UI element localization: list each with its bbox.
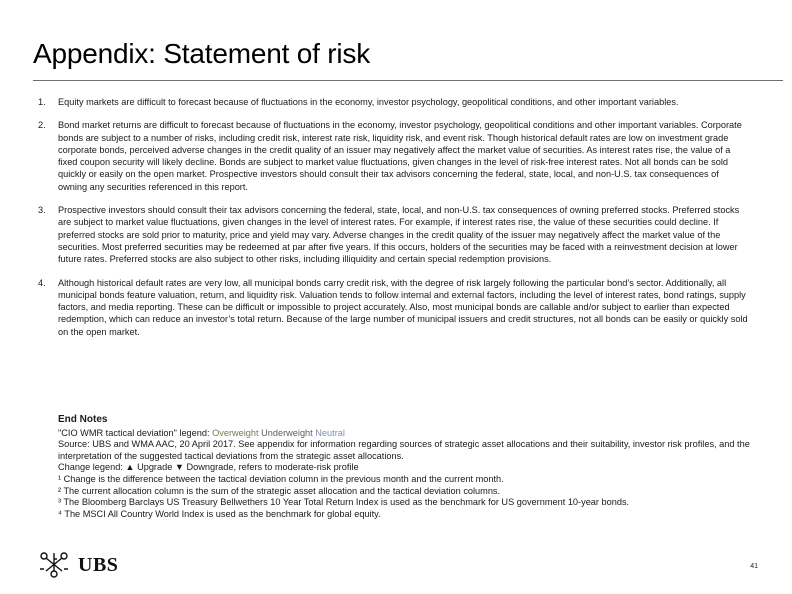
end-notes <box>58 414 758 520</box>
footnote: ³ The Bloomberg Barclays US Treasury Bellwethers 10 Year Total Return Index is used as the benchmark for US government 10-year bonds. <box>58 497 630 508</box>
legend-overweight: Overweight <box>212 427 259 438</box>
legend-underweight: Underweight <box>261 427 313 438</box>
ubs-logo <box>34 549 154 579</box>
end-notes-heading: End Notes <box>58 414 108 425</box>
legend-neutral: Neutral <box>315 427 345 438</box>
list-item-text: Equity markets are difficult to forecast because of fluctuations in the economy, investor psychology, geopolitical conditions, and other important variables. <box>58 97 679 107</box>
list-item <box>38 277 750 338</box>
list-item-text: Although historical default rates are very low, all municipal bonds carry credit risk, with the degree of risk largely following the particular bond’s sector. Additionally, all municipal bonds feature valuation, return, and liquidity risk. Valuation tends to follow internal and external factors, including the level of interest rates, bond ratings, supply factors, and media reporting. These can be difficult or impossible to project accurately. Also, most municipal bonds are callable and/or subject to earlier than expected redemption, which can reduce an investor’s total return. Because of the large number of municipal issuers and credit structures, not all bonds can be easily or quickly sold on the open market. <box>58 277 748 337</box>
list-item-number: 4. <box>38 277 46 288</box>
source-note: Source: UBS and WMA AAC, 20 April 2017. See appendix for information regarding sources of strategic asset allocations and their suitability, investor risk profiles, and the interpretation of the suggested tactical deviations from the strategic asset allocations. <box>58 439 750 461</box>
ubs-keys-icon <box>34 549 74 579</box>
page-number: 41 <box>750 563 758 570</box>
ubs-wordmark: UBS <box>78 554 119 576</box>
list-item-number: 2. <box>38 120 46 131</box>
list-item <box>38 119 750 193</box>
change-legend: Change legend: ▲ Upgrade ▼ Downgrade, refers to moderate-risk profile <box>58 462 359 473</box>
legend-prefix: "CIO WMR tactical deviation" legend: <box>58 427 210 438</box>
list-item <box>38 96 750 108</box>
title-divider <box>33 80 783 81</box>
list-item-text: Bond market returns are difficult to forecast because of fluctuations in the economy, investor psychology, geopolitical conditions and other important variables. Corporate bonds are subject to a number of risks, including credit risk, interest rate risk, liquidity risk, and event risk. Though historical default rates are low on investment grade corporate bonds, perceived adverse changes in the credit quality of an issuer may negatively affect the market value of securities. As interest rates rise, the value of a fixed coupon security will likely decline. Bonds are subject to market value fluctuations, given changes in the level of risk-free interest rates. Not all bonds can be sold quickly or easily on the open market. Prospective investors should consult their tax advisors concerning the federal, state, local, and non-U.S. tax consequences of owning any securities referenced in this report. <box>58 120 742 192</box>
tactical-deviation-legend <box>58 428 758 440</box>
list-item <box>38 204 750 265</box>
footnote: ² The current allocation column is the sum of the strategic asset allocation and the tactical deviation columns. <box>58 485 501 496</box>
list-item-number: 3. <box>38 205 46 216</box>
footnote: ⁴ The MSCI All Country World Index is used as the benchmark for global equity. <box>58 508 381 519</box>
footnote: ¹ Change is the difference between the tactical deviation column in the previous month and the current month. <box>58 473 504 484</box>
list-item-text: Prospective investors should consult their tax advisors concerning the federal, state, local, and non-U.S. tax consequences of owning preferred stocks. Preferred stocks are subject to market value fluctuations, given changes in the level of interest rates. For example, if interest rates rise, the value of these securities could decline. If preferred stocks are sold prior to maturity, price and yield may vary. Adverse changes in the credit quality of the issuer may negatively affect the market value of the securities. Most preferred securities may be redeemed at par after five years. If this occurs, holders of the securities may be faced with a reinvestment decision at lower future rates. Preferred stocks are also subject to other risks, including illiquidity and certain special redemption provisions. <box>58 205 740 265</box>
list-item-number: 1. <box>38 97 46 107</box>
risk-statement-list <box>38 96 750 349</box>
page-title: Appendix: Statement of risk <box>33 38 370 69</box>
